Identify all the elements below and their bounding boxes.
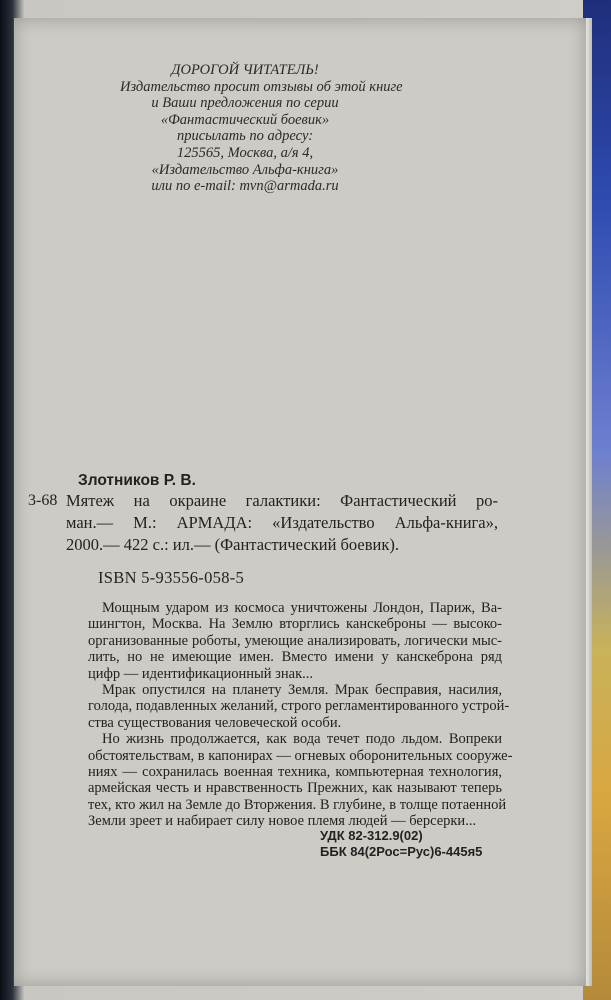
annotation-line: лить, но не имеющие имен. Вместо имени у канскеброна ряд: [88, 649, 502, 666]
description-line: Мятеж на окраине галактики: Фантастический ро-: [66, 491, 498, 510]
description-line: 2000.— 422 с.: ил.— (Фантастический боевик).: [66, 535, 399, 554]
page-edge: [586, 18, 592, 986]
notice-line: и Ваши предложения по серии: [151, 95, 339, 112]
bbk-code: ББК 84(2Рос=Рус)6-445я5: [320, 844, 483, 859]
udk-code: УДК 82-312.9(02): [320, 828, 423, 843]
annotation-line: тех, кто жил на Земле до Вторжения. В глубине, в толще потаенной: [88, 796, 507, 813]
catalog-code: 3-68: [28, 492, 58, 509]
annotation-line: голода, подавленных желаний, строго регламентированного устрой-: [88, 698, 510, 715]
notice-line: «Фантастический боевик»: [160, 111, 330, 128]
classification-codes: [320, 828, 482, 860]
annotation-line: ства существования человеческой особи.: [88, 714, 342, 731]
notice-line: «Издательство Альфа-книга»: [151, 161, 339, 178]
annotation-line: Мрак опустился на планету Земля. Мрак бесправия, насилия,: [102, 682, 502, 699]
annotation-line: шингтон, Москва. На Землю вторглись канскеброны — высоко-: [88, 616, 502, 633]
reader-notice: [120, 62, 403, 195]
catalog-author: Злотников Р. В.: [78, 472, 196, 489]
notice-line: или по e-mail: mvn@armada.ru: [151, 178, 339, 195]
catalog-description: [66, 490, 498, 556]
annotation-line: обстоятельствам, в капонирах — огневых оборонительных сооруже-: [88, 747, 513, 764]
description-line: ман.— М.: АРМАДА: «Издательство Альфа-книга»,: [66, 513, 498, 532]
notice-line: ДОРОГОЙ ЧИТАТЕЛЬ!: [171, 62, 319, 78]
annotation-line: Но жизнь продолжается, как вода течет подо льдом. Вопреки: [102, 731, 502, 748]
annotation-line: организованные роботы, умеющие анализировать, логически мыс-: [88, 632, 502, 649]
notice-line: Издательство просит отзывы об этой книге: [120, 78, 403, 95]
annotation-line: цифр — идентификационный знак...: [88, 665, 314, 682]
annotation-line: Земли зреет и набирает силу новое племя людей — берсерки...: [88, 813, 477, 830]
annotation: [88, 600, 513, 830]
notice-line: присылать по адресу:: [176, 128, 314, 145]
annotation-line: армейская честь и нравственность Прежних, как называют теперь: [88, 780, 502, 797]
notice-line: 125565, Москва, а/я 4,: [176, 144, 314, 161]
isbn: ISBN 5-93556-058-5: [98, 568, 245, 587]
annotation-line: ниях — сохранилась военная техника, компьютерная технология,: [88, 764, 502, 781]
annotation-line: Мощным ударом из космоса уничтожены Лондон, Париж, Ва-: [102, 600, 502, 616]
